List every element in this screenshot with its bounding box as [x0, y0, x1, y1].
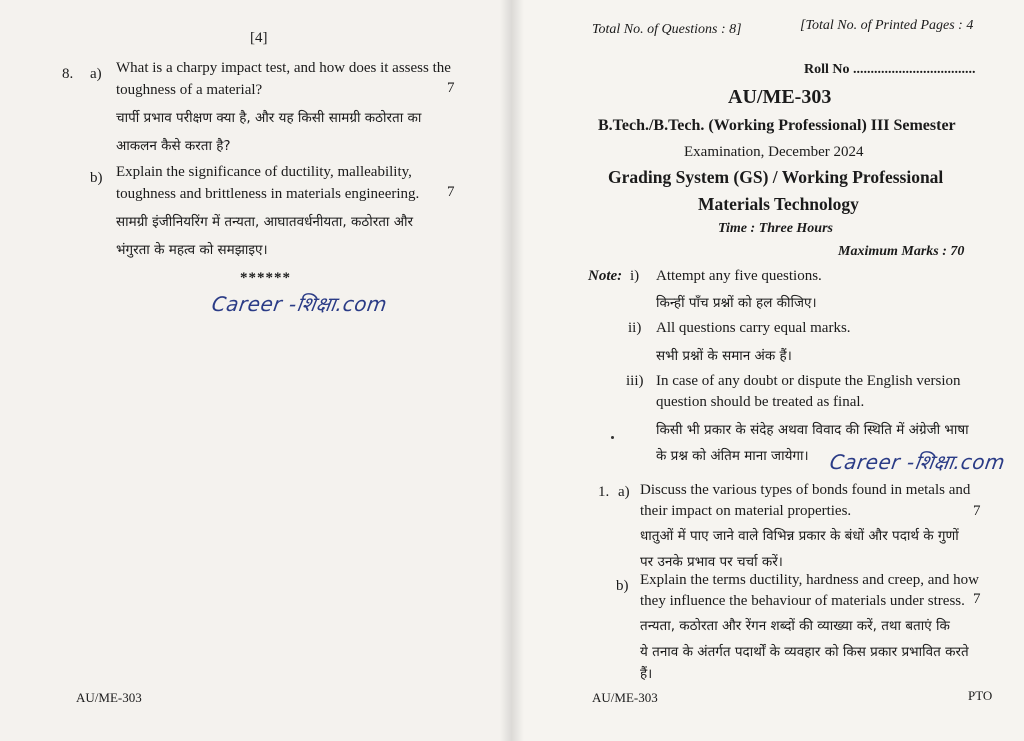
- marks: 7: [447, 184, 455, 200]
- total-pages: [Total No. of Printed Pages : 4: [800, 18, 974, 33]
- sub-question-label: b): [616, 578, 629, 594]
- question-number: 1.: [598, 484, 610, 500]
- note-text-hindi: सभी प्रश्नों के समान अंक हैं।: [656, 348, 792, 364]
- note-text-hindi: किसी भी प्रकार के संदेह अथवा विवाद की स्थिति में अंग्रेजी भाषा: [656, 422, 969, 438]
- question-text-hindi: हैं।: [640, 666, 653, 682]
- grading-system: Grading System (GS) / Working Professional: [608, 167, 944, 187]
- footer-paper-code: AU/ME-303: [592, 690, 658, 705]
- footer-pto: PTO: [968, 688, 993, 703]
- roll-number-field: Roll No ...................................: [804, 62, 976, 77]
- book-gutter: [500, 0, 524, 741]
- question-text: Explain the terms ductility, hardness and creep, and how: [640, 572, 979, 588]
- question-text-hindi: तन्यता, कठोरता और रेंगन शब्दों की व्याख्या करें, तथा बताएं कि: [640, 618, 950, 634]
- note-text-hindi: किन्हीं पाँच प्रश्नों को हल कीजिए।: [656, 295, 817, 311]
- marks: 7: [973, 503, 981, 519]
- footer-paper-code: AU/ME-303: [76, 690, 142, 705]
- question-text: they influence the behaviour of materials under stress.: [640, 593, 965, 609]
- question-text-hindi: धातुओं में पाए जाने वाले विभिन्न प्रकार के बंधों और पदार्थ के गुणों: [640, 528, 959, 544]
- marks: 7: [447, 80, 455, 96]
- note-text: All questions carry equal marks.: [656, 320, 851, 336]
- note-text-hindi: के प्रश्न को अंतिम माना जायेगा।: [656, 448, 809, 464]
- subject-title: Materials Technology: [698, 194, 859, 214]
- time-allowed: Time : Three Hours: [718, 221, 833, 236]
- end-marker: ******: [240, 270, 291, 286]
- sub-question-label: a): [618, 484, 630, 500]
- exam-session: Examination, December 2024: [684, 144, 864, 160]
- right-page: [512, 0, 1024, 741]
- page-number: [4]: [250, 30, 268, 46]
- speck: [611, 436, 614, 439]
- question-text: their impact on material properties.: [640, 503, 852, 519]
- course-title: B.Tech./B.Tech. (Working Professional) III Semester: [598, 117, 956, 134]
- question-text-hindi: सामग्री इंजीनियरिंग में तन्यता, आघातवर्धनीयता, कठोरता और: [116, 214, 414, 230]
- question-text-hindi: चार्पी प्रभाव परीक्षण क्या है, और यह किसी सामग्री कठोरता का: [116, 110, 422, 126]
- question-text: toughness and brittleness in materials engineering.: [116, 186, 420, 202]
- note-text: Attempt any five questions.: [656, 268, 822, 284]
- question-text: What is a charpy impact test, and how does it assess the: [116, 60, 451, 76]
- question-text-hindi: भंगुरता के महत्व को समझाइए।: [116, 242, 268, 258]
- sub-question-label: b): [90, 170, 103, 186]
- note-item-label: iii): [626, 373, 644, 389]
- note-item-label: i): [630, 268, 640, 284]
- marks: 7: [973, 591, 981, 607]
- watermark: Career -शिक्षा.com: [828, 450, 1007, 474]
- note-text: question should be treated as final.: [656, 394, 865, 410]
- watermark: Career -शिक्षा.com: [210, 292, 389, 316]
- question-text-hindi: आकलन कैसे करता है?: [116, 138, 231, 154]
- sub-question-label: a): [90, 66, 102, 82]
- maximum-marks: Maximum Marks : 70: [838, 244, 965, 259]
- paper-code: AU/ME-303: [728, 86, 832, 108]
- note-label: Note:: [588, 268, 623, 284]
- question-text: Discuss the various types of bonds found in metals and: [640, 482, 971, 498]
- question-text: Explain the significance of ductility, malleability,: [116, 164, 412, 180]
- total-questions: Total No. of Questions : 8]: [592, 22, 742, 37]
- question-text-hindi: ये तनाव के अंतर्गत पदार्थों के व्यवहार को किस प्रकार प्रभावित करते: [640, 644, 969, 660]
- question-text: toughness of a material?: [116, 82, 263, 98]
- note-item-label: ii): [628, 320, 642, 336]
- note-text: In case of any doubt or dispute the English version: [656, 373, 961, 389]
- question-text-hindi: पर उनके प्रभाव पर चर्चा करें।: [640, 554, 783, 570]
- question-number: 8.: [62, 66, 74, 82]
